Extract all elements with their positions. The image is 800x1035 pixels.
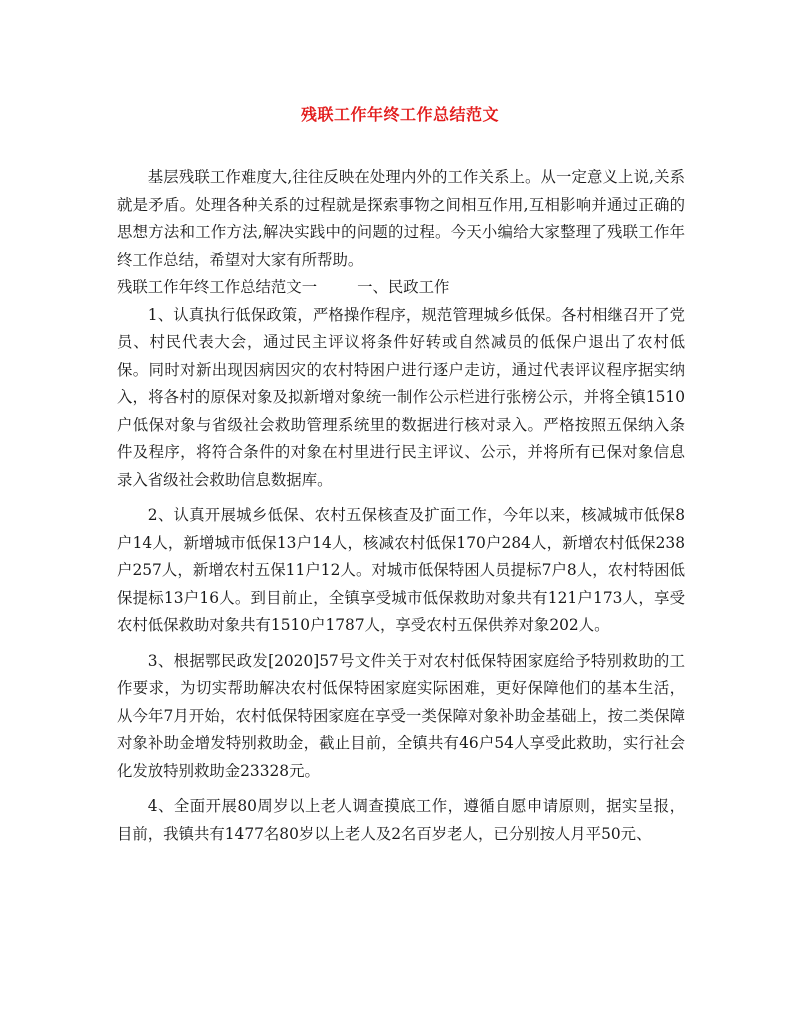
section-heading: 残联工作年终工作总结范文一: [117, 278, 318, 296]
intro-paragraph: 基层残联工作难度大,往往反映在处理内外的工作关系上。从一定意义上说,关系就是矛盾。处理各种关系的过程就是探索事物之间相互作用,互相影响并通过正确的思想方法和工作方法,解决实践中的问题的过程。今天小编给大家整理了残联工作年终工作总结，希望对大家有所帮助。: [117, 168, 685, 269]
section-heading-line: [117, 274, 685, 302]
document-title: 残联工作年终工作总结范文: [300, 105, 499, 124]
document-body: [117, 164, 685, 848]
paragraph-4: 4、全面开展80周岁以上老人调查摸底工作，遵循自愿申请原则，据实呈报，目前，我镇共有1477名80岁以上老人及2名百岁老人，已分别按人月平50元、: [117, 797, 685, 843]
paragraph-1: 1、认真执行低保政策，严格操作程序，规范管理城乡低保。各村相继召开了党员、村民代表大会，通过民主评议将条件好转或自然减员的低保户退出了农村低保。同时对新出现因病因灾的农村特困户进行逐户走访，通过代表评议程序据实纳入，将各村的原保对象及拟新增对象统一制作公示栏进行张榜公示，并将全镇1510户低保对象与省级社会救助管理系统里的数据进行核对录入。严格按照五保纳入条件及程序，将符合条件的对象在村里进行民主评议、公示，并将所有已保对象信息录入省级社会救助信息数据库。: [117, 305, 685, 489]
paragraph-3: 3、根据鄂民政发[2020]57号文件关于对农村低保特困家庭给予特别救助的工作要求，为切实帮助解决农村低保特困家庭实际困难，更好保障他们的基本生活，从今年7月开始，农村低保特困家庭在享受一类保障对象补助金基础上，按二类保障对象补助金增发特别救助金，截止目前，全镇共有46户54人享受此救助，实行社会化发放特别救助金23328元。: [117, 651, 685, 780]
subsection-heading: 一、民政工作: [357, 278, 450, 296]
paragraph-2: 2、认真开展城乡低保、农村五保核查及扩面工作，今年以来，核减城市低保8户14人，新增城市低保13户14人，核减农村低保170户284人，新增农村低保238户257人，新增农村五保11户12人。对城市低保特困人员提标7户8人，农村特困低保提标13户16人。到目前止，全镇享受城市低保救助对象共有121户173人，享受农村低保救助对象共有1510户1787人，享受农村五保供养对象202人。: [117, 506, 685, 634]
